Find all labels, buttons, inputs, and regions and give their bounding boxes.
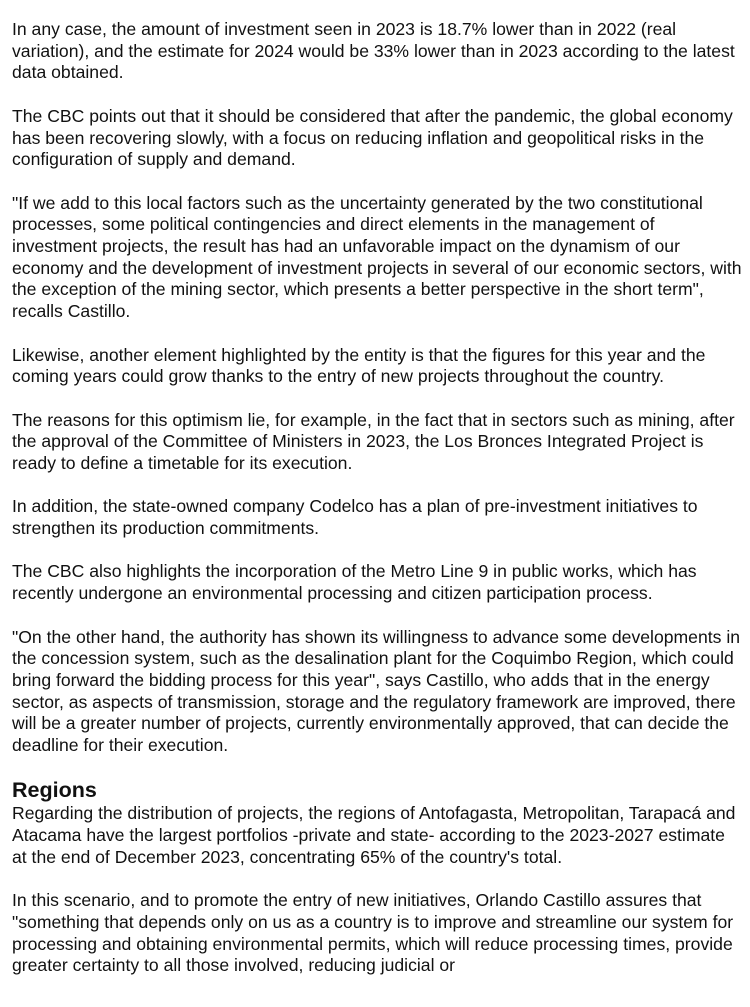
paragraph-codelco: In addition, the state-owned company Codelco has a plan of pre-investment initiatives to strengthen its production commitments. (12, 496, 698, 539)
article-body (12, 19, 744, 999)
paragraph-regions-distribution: Regarding the distribution of projects, the regions of Antofagasta, Metropolitan, Tarapacá and Atacama have the largest portfolios -private and state- according to the 2023-2027 estimate at the end of December 2023, concentrating 65% of the country's total. (12, 803, 736, 867)
paragraph-global-economy: The CBC points out that it should be considered that after the pandemic, the global economy has been recovering slowly, with a focus on reducing inflation and geopolitical risks in the configuration of supply and demand. (12, 105, 733, 170)
paragraph-metro-line-9: The CBC also highlights the incorporation of the Metro Line 9 in public works, which has recently undergone an environmental processing and citizen participation process. (12, 561, 697, 604)
paragraph-investment-2023: In any case, the amount of investment seen in 2023 is 18.7% lower than in 2022 (real variation), and the estimate for 2024 would be 33% lower than in 2023 according to the latest data obtained. (12, 19, 735, 83)
paragraph-environmental-permits: In this scenario, and to promote the entry of new initiatives, Orlando Castillo assures that "something that depends only on us as a country is to improve and streamline our system for processing and obtaining environmental permits, which will reduce processing times, provide greater certainty to all those involved, reducing judicial or (12, 890, 734, 976)
paragraph-mining-optimism: The reasons for this optimism lie, for example, in the fact that in sectors such as mining, after the approval of the Committee of Ministers in 2023, the Los Bronces Integrated Project is ready to define a timetable for its execution. (12, 409, 735, 473)
section-heading-regions: Regions (12, 778, 97, 803)
paragraph-castillo-quote-local-factors: "If we add to this local factors such as the uncertainty generated by the two constitutional processes, some political contingencies and direct elements in the management of investment projects, the result has had an unfavorable impact on the dynamism of our economy and the development of investment projects in several of our economic sectors, with the exception of the mining sector, which presents a better perspective in the short term", recalls Castillo. (12, 192, 742, 322)
paragraph-concession-system: "On the other hand, the authority has shown its willingness to advance some developments in the concession system, such as the desalination plant for the Coquimbo Region, which could bring forward the bidding process for this year", says Castillo, who adds that in the energy sector, as aspects of transmission, storage and the regulatory framework are improved, there will be a greater number of projects, currently environmentally approved, that can decide the deadline for their execution. (12, 626, 741, 756)
paragraph-new-projects: Likewise, another element highlighted by the entity is that the figures for this year and the coming years could grow thanks to the entry of new projects throughout the country. (12, 344, 706, 387)
